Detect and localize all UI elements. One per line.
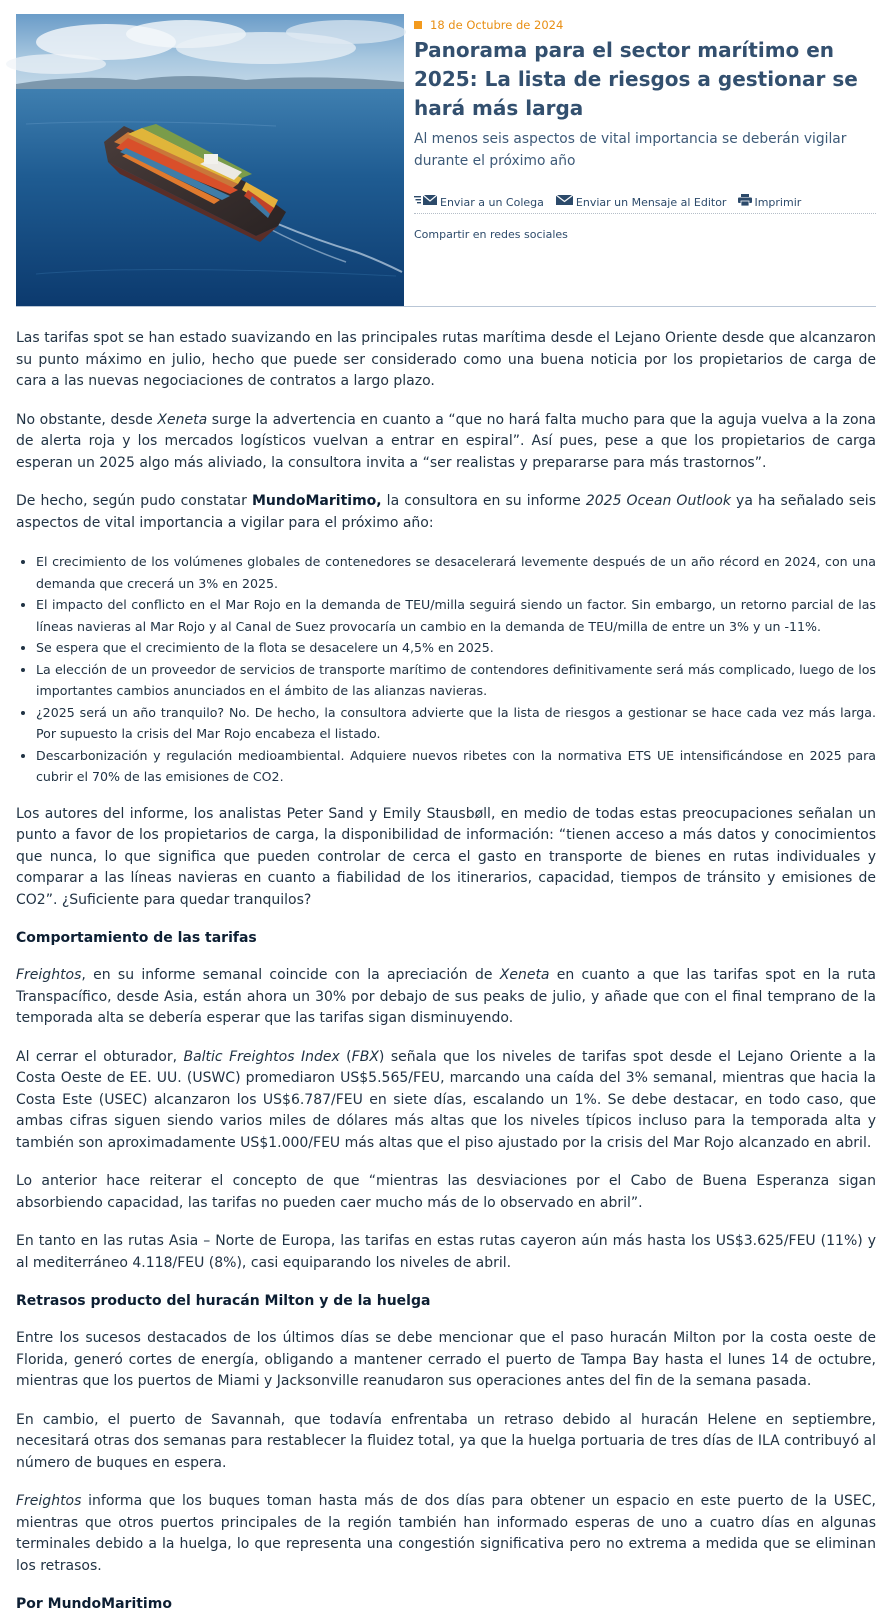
- article-title: Panorama para el sector marítimo en 2025: La lista de riesgos a gestionar se hará más larga: [414, 38, 858, 120]
- send-editor-label: Enviar un Mensaje al Editor: [575, 196, 727, 209]
- paragraph-5: Freightos, en su informe semanal coincide con la apreciación de Xeneta en cuanto a que las tarifas spot en la ruta Transpacífico, desde Asia, están ahora un 30% por debajo de sus peaks de julio, y añade que con el final temprano de la temporada alta se debería esperar que las tarifas sigan disminuyendo.: [16, 967, 876, 1026]
- section-heading-rates: Comportamiento de las tarifas: [16, 930, 257, 946]
- paragraph-6: Al cerrar el obturador, Baltic Freightos Index (FBX) señala que los niveles de tarifas spot desde el Lejano Oriente a la Costa Oeste de EE. UU. (USWC) promediaron US$5.565/FEU, marcando una caída del 3% semanal, mientras que hacia la Costa Este (USEC) alcanzaron los US$6.787/FEU en siete días, escalando un 1%. Se debe destacar, en todo caso, que ambas cifras siguen siendo varios miles de dólares más altas que los niveles típicos incluso para la temporada alta y también son aproximadamente US$1.000/FEU más altas que el piso ajustado por la crisis del Mar Rojo alcanzado en abril.: [16, 1048, 876, 1151]
- section-heading-delays: Retrasos producto del huracán Milton y de la huelga: [16, 1293, 431, 1309]
- list-item: • ¿2025 será un año tranquilo? No. De hecho, la consultora advierte que la lista de riesgos a gestionar se hace cada vez más larga. Por supuesto la crisis del Mar Rojo encabeza el listado.: [36, 702, 876, 745]
- list-item: • El impacto del conflicto en el Mar Rojo en la demanda de TEU/milla seguirá siendo un factor. Sin embargo, un retorno parcial de las líneas navieras al Mar Rojo y al Canal de Suez provocaría un cambio en la demanda de TEU/milla de entre un 3% y un -11%.: [36, 594, 876, 637]
- list-item: • La elección de un proveedor de servicios de transporte marítimo de contendores definitivamente será más complicado, luego de los importantes cambios anunciados en el ámbito de las alianzas navieras.: [36, 659, 876, 702]
- send-colleague-link[interactable]: [414, 194, 544, 209]
- paragraph-3: De hecho, según pudo constatar MundoMaritimo, la consultora en su informe 2025 Ocean Outlook ya ha señalado seis aspectos de vital importancia a vigilar para el próximo año:: [16, 493, 876, 531]
- article-actions: [414, 194, 876, 214]
- share-social-link[interactable]: Compartir en redes sociales: [414, 228, 568, 241]
- article-body: [16, 328, 876, 1616]
- print-icon: [738, 194, 752, 209]
- article-header-info: [404, 14, 876, 306]
- brand-mention: MundoMaritimo,: [251, 493, 382, 509]
- article-date: 18 de Octubre de 2024: [430, 18, 564, 32]
- list-item: • Se espera que el crecimiento de la flota se desacelere un 4,5% en 2025.: [36, 637, 876, 659]
- paragraph-4: Los autores del informe, los analistas Peter Sand y Emily Stausbøll, en medio de todas estas preocupaciones señalan un punto a favor de los propietarios de carga, la disponibilidad de información: “tienen acceso a más datos y conocimientos que nunca, lo que significa que pueden controlar de cerca el gasto en transporte de bienes en rutas individuales y comparar a las líneas navieras en cuanto a fiabilidad de los itinerarios, capacidad, tiempos de tránsito y emisiones de CO2”. ¿Suficiente para quedar tranquilos?: [16, 805, 876, 908]
- print-link[interactable]: [738, 194, 801, 209]
- send-editor-link[interactable]: [556, 194, 727, 209]
- date-row: [414, 16, 876, 34]
- article-header: [16, 14, 876, 307]
- send-colleague-label: Enviar a un Colega: [440, 196, 544, 209]
- paragraph-9: Entre los sucesos destacados de los últimos días se debe mencionar que el paso huracán Milton por la costa oeste de Florida, generó cortes de energía, obligando a mantener cerrado el puerto de Tampa Bay hasta el lunes 14 de octubre, mientras que los puertos de Miami y Jacksonville reanudaron sus operaciones antes del fin de la semana pasada.: [16, 1330, 876, 1389]
- risk-list: [36, 551, 876, 788]
- paragraph-7: Lo anterior hace reiterar el concepto de que “mientras las desviaciones por el Cabo de Buena Esperanza sigan absorbiendo capacidad, las tarifas no pueden caer mucho más de lo observado en abril”.: [16, 1173, 876, 1211]
- date-marker-icon: [414, 21, 422, 29]
- paragraph-1: Las tarifas spot se han estado suavizando en las principales rutas marítima desde el Lejano Oriente desde que alcanzaron su punto máximo en julio, hecho que puede ser considerado como una buena noticia por los propietarios de carga de cara a las nuevas negociaciones de contratos a largo plazo.: [16, 330, 876, 389]
- send-colleague-icon: [414, 194, 438, 209]
- paragraph-8: En tanto en las rutas Asia – Norte de Europa, las tarifas en estas rutas cayeron aún más hasta los US$3.625/FEU (11%) y al mediterráneo 4.118/FEU (8%), casi equiparando los niveles de abril.: [16, 1233, 876, 1271]
- article-author: Por MundoMaritimo: [16, 1596, 172, 1612]
- article-subtitle: Al menos seis aspectos de vital importancia se deberán vigilar durante el próximo año: [414, 131, 847, 169]
- list-item: • Descarbonización y regulación medioambiental. Adquiere nuevos ribetes con la normativa ETS UE intensificándose en 2025 para cubrir el 70% de las emisiones de CO2.: [36, 745, 876, 788]
- article-image: [16, 14, 404, 306]
- list-item: • El crecimiento de los volúmenes globales de contenedores se desacelerará levemente después de un año récord en 2024, con una demanda que crecerá un 3% en 2025.: [36, 551, 876, 594]
- paragraph-2: No obstante, desde Xeneta surge la advertencia en cuanto a “que no hará falta mucho para que la aguja vuelva a la zona de alerta roja y los mercados logísticos vuelvan a entrar en espiral”. Así pues, pese a que los propietarios de carga esperan un 2025 algo más aliviado, la consultora invita a “ser realistas y prepararse para más trastornos”.: [16, 411, 876, 471]
- mail-icon: [556, 194, 574, 209]
- print-label: Imprimir: [754, 196, 802, 209]
- paragraph-10: En cambio, el puerto de Savannah, que todavía enfrentaba un retraso debido al huracán Helene en septiembre, necesitará otras dos semanas para restablecer la fluidez total, ya que la huelga portuaria de tres días de ILA contribuyó al número de buques en espera.: [16, 1411, 876, 1471]
- paragraph-11: Freightos informa que los buques toman hasta más de dos días para obtener un espacio en este puerto de la USEC, mientras que otros puertos principales de la región también han informado esperas de uno a cuatro días en algunas terminales debido a la huelga, lo que representa una congestión significativa pero no extrema a medida que se eliminan los retrasos.: [16, 1493, 876, 1574]
